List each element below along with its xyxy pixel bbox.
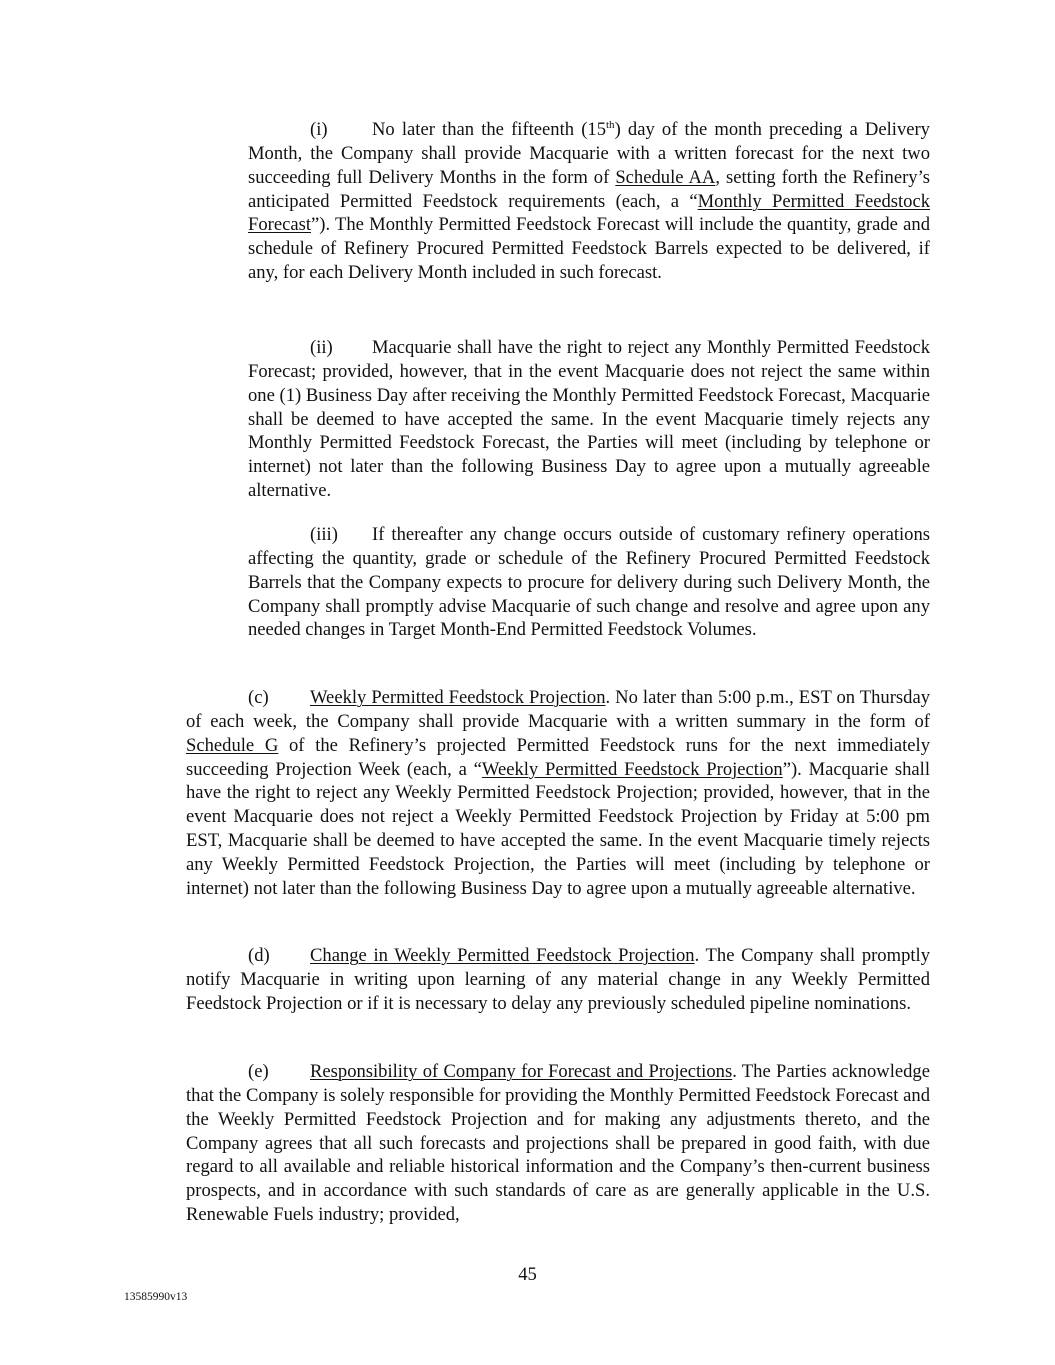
paragraph-label: (iii) <box>310 524 338 545</box>
paragraph-iii <box>248 523 930 642</box>
paragraph-ii <box>248 336 930 503</box>
paragraph-text: ) day of the month preceding a Delivery Month, the Company shall provide Macquarie with a written forecast for the next two succeeding full Delivery Months in the form of <box>248 119 930 188</box>
paragraph-text: . No later than 5:00 p.m., EST on Thursday of each week, the Company shall provide Macquarie with a written summary in the form of <box>186 687 930 732</box>
paragraph-d <box>186 944 930 1016</box>
paragraph-label: (e) <box>248 1061 269 1082</box>
paragraph-label: (i) <box>310 119 328 140</box>
page-number: 45 <box>518 1264 537 1285</box>
paragraph-text: Macquarie shall have the right to reject any Monthly Permitted Feedstock Forecast; provided, however, that in the event Macquarie does not reject the same within one (1) Business Day after receiving the Monthly Permitted Feedstock Forecast, Macquarie shall be deemed to have accepted the same. In the event Macquarie timely rejects any Monthly Permitted Feedstock Forecast, the Parties will meet (including by telephone or internet) not later than the following Business Day to agree upon a mutually agreeable alternative. <box>248 337 930 502</box>
paragraph-label: (d) <box>248 945 270 966</box>
section-title: Weekly Permitted Feedstock Projection <box>310 687 606 708</box>
section-title: Change in Weekly Permitted Feedstock Projection <box>310 945 695 966</box>
paragraph-label: (ii) <box>310 337 333 358</box>
defined-term: Monthly Permitted Feedstock Forecast <box>248 190 930 236</box>
paragraph-text: . The Company shall promptly notify Macquarie in writing upon learning of any material change in any Weekly Permitted Feedstock Projection or if it is necessary to delay any previously scheduled pipeline nominations. <box>186 945 930 1014</box>
document-id: 13585990v13 <box>124 1291 188 1303</box>
paragraph-text: of the Refinery’s projected Permitted Feedstock runs for the next immediately succeeding Projection Week (each, a “ <box>186 734 930 780</box>
paragraph-c <box>186 686 930 901</box>
paragraph-label: (c) <box>248 687 269 708</box>
paragraph-text: , setting forth the Refinery’s anticipated Permitted Feedstock requirements (each, a “ <box>248 166 930 212</box>
schedule-g-reference: Schedule G <box>186 734 279 756</box>
paragraph-text: ”). Macquarie shall have the right to reject any Weekly Permitted Feedstock Projection; provided, however, that in the event Macquarie does not reject a Weekly Permitted Feedstock Projection by Friday at 5:00 pm EST, Macquarie shall be deemed to have accepted the same. In the event Macquarie timely rejects any Weekly Permitted Feedstock Projection, the Parties will meet (including by telephone or internet) not later than the following Business Day to agree upon a mutually agreeable alternative. <box>186 758 930 899</box>
paragraph-text: No later than the fifteenth (15 <box>372 119 606 140</box>
paragraph-text: ”). The Monthly Permitted Feedstock Forecast will include the quantity, grade and schedule of Refinery Procured Permitted Feedstock Barrels expected to be delivered, if any, for each Delivery Month included in such forecast. <box>248 214 930 284</box>
paragraph-text: . The Parties acknowledge that the Company is solely responsible for providing the Monthly Permitted Feedstock Forecast and the Weekly Permitted Feedstock Projection and for making any adjustments thereto, and the Company agrees that all such forecasts and projections shall be prepared in good faith, with due regard to all available and reliable historical information and the Company’s then-current business prospects, and in accordance with such standards of care as are generally applicable in the U.S. Renewable Fuels industry; provided, <box>186 1061 930 1226</box>
schedule-aa-reference: Schedule AA <box>615 166 716 188</box>
paragraph-text: If thereafter any change occurs outside of customary refinery operations affecting the quantity, grade or schedule of the Refinery Procured Permitted Feedstock Barrels that the Company expects to procure for delivery during such Delivery Month, the Company shall promptly advise Macquarie of such change and resolve and agree upon any needed changes in Target Month-End Permitted Feedstock Volumes. <box>248 524 930 641</box>
paragraph-i <box>248 118 930 285</box>
defined-term: Weekly Permitted Feedstock Projection <box>481 758 783 780</box>
superscript: th <box>606 118 615 131</box>
paragraph-e <box>186 1060 930 1227</box>
section-title: Responsibility of Company for Forecast and Projections <box>310 1061 733 1082</box>
